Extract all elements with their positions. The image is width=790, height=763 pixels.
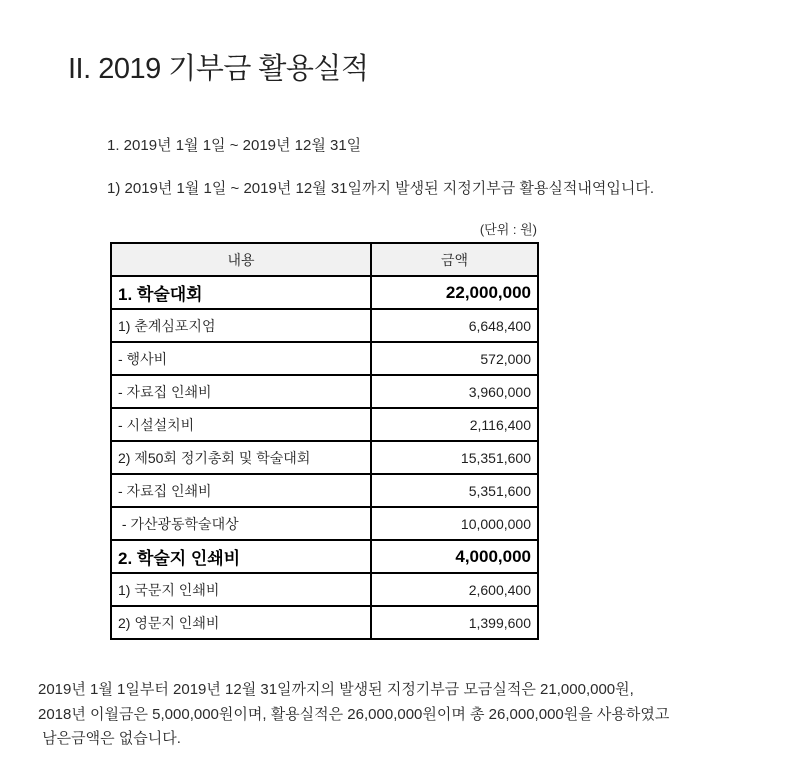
row-label: 2. 학술지 인쇄비 (111, 540, 371, 573)
table-header-amount: 금액 (371, 243, 538, 276)
row-amount: 22,000,000 (371, 276, 538, 309)
row-label: 1) 국문지 인쇄비 (111, 573, 371, 606)
row-amount: 10,000,000 (371, 507, 538, 540)
subtitle-period: 1. 2019년 1월 1일 ~ 2019년 12월 31일 (107, 137, 362, 154)
row-amount: 15,351,600 (371, 441, 538, 474)
table-row (111, 441, 538, 474)
footer-note (38, 678, 764, 752)
table-row (111, 507, 538, 540)
table-row (111, 276, 538, 309)
row-label: - 자료집 인쇄비 (111, 375, 371, 408)
table-row (111, 474, 538, 507)
row-label: - 시설설치비 (111, 408, 371, 441)
footer-line: 2018년 이월금은 5,000,000원이며, 활용실적은 26,000,000원이며 총 26,000,000원을 사용하였고 (38, 705, 670, 723)
table-row (111, 606, 538, 639)
row-label: 2) 영문지 인쇄비 (111, 606, 371, 639)
row-amount: 2,116,400 (371, 408, 538, 441)
table-header-content: 내용 (111, 243, 371, 276)
row-amount: 2,600,400 (371, 573, 538, 606)
row-amount: 5,351,600 (371, 474, 538, 507)
table-row (111, 540, 538, 573)
row-amount: 3,960,000 (371, 375, 538, 408)
table-row (111, 309, 538, 342)
row-label: 1) 춘계심포지엄 (111, 309, 371, 342)
footer-line: 남은금액은 없습니다. (38, 730, 181, 747)
table-row (111, 573, 538, 606)
table-row (111, 342, 538, 375)
table-row (111, 408, 538, 441)
row-label: - 자료집 인쇄비 (111, 474, 371, 507)
row-amount: 1,399,600 (371, 606, 538, 639)
row-amount: 6,648,400 (371, 309, 538, 342)
unit-label: (단위 : 원) (479, 222, 537, 237)
row-label: - 행사비 (111, 342, 371, 375)
table-row (111, 375, 538, 408)
row-label: 1. 학술대회 (111, 276, 371, 309)
donation-table (110, 242, 539, 640)
subtitle-description: 1) 2019년 1월 1일 ~ 2019년 12월 31일까지 발생된 지정기부금 활용실적내역입니다. (107, 180, 654, 197)
row-label: 2) 제50회 정기총회 및 학술대회 (111, 441, 371, 474)
page-title: II. 2019 기부금 활용실적 (68, 53, 369, 85)
table-body (111, 276, 538, 639)
footer-line: 2019년 1월 1일부터 2019년 12월 31일까지의 발생된 지정기부금 모금실적은 21,000,000원, (38, 681, 634, 698)
table-header-row (111, 243, 538, 276)
row-amount: 572,000 (371, 342, 538, 375)
row-amount: 4,000,000 (371, 540, 538, 573)
row-label: - 가산광동학술대상 (111, 507, 371, 540)
